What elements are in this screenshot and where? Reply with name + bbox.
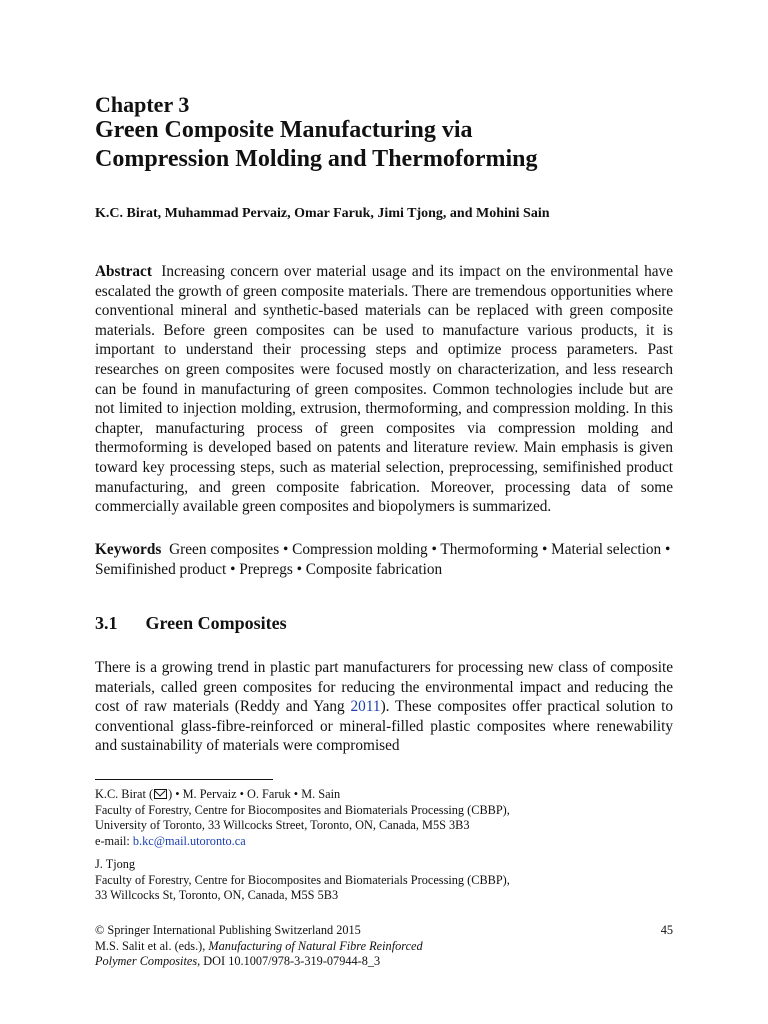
keywords [95, 540, 673, 579]
citation-link[interactable]: 2011 [350, 698, 381, 716]
footnote-address-2: 33 Willcocks St, Toronto, ON, Canada, M5S 5B3 [95, 888, 339, 903]
footnote-affiliation-1 [95, 787, 673, 849]
abstract-text: Increasing concern over material usage and its impact on the environmental have escalated the growth of green composite materials. There are tremendous opportunities where conventional mineral and synthetic-based materials can be replaced with green composite materials. Before green composites can be used to manufacture various products, it is important to understand their processing steps and optimize process parameters. Past researches on green composites were focused mostly on characterization, and less research can be found in manufacturing of green composites. Common technologies include but are not limited to injection molding, extrusion, thermoforming, and compression molding. In this chapter, manufacturing process of green composites via compression molding and thermoforming is developed based on patents and literature review. Main emphasis is given toward key processing steps, such as material selection, preprocessing, semifinished product manufacturing, and green composite fabrication. Moreover, processing data of some commercially available green composites and biopolymers is summarized. [95, 263, 673, 516]
copyright-notice: © Springer International Publishing Switzerland 2015 [95, 923, 361, 937]
book-reference-line2 [95, 954, 673, 970]
footnote-authors-post: ) • M. Pervaiz • O. Faruk • M. Sain [168, 787, 341, 801]
editors-text: M.S. Salit et al. (eds.), [95, 938, 209, 953]
page-footer [95, 923, 673, 970]
abstract [95, 262, 673, 517]
email-label: e-mail: [95, 833, 133, 848]
keywords-label: Keywords [95, 541, 162, 558]
body-text-end: ). These composites offer practical solution to conventional glass-fibre-reinforced or mineral-filled plastic composites where renewability and sustainability of materials were compromised [95, 698, 673, 755]
section-title: Green Composites [145, 613, 287, 633]
body-text-start: There is a growing trend in plastic part manufacturers for processing new class of composite materials, called green composites for reducing the environmental impact and reducing the cost of raw materials (Reddy and Yang [95, 659, 673, 716]
footnote-email-line [95, 834, 673, 850]
envelope-icon [154, 789, 167, 799]
section-heading [95, 613, 287, 634]
footnote-affiliation-2 [95, 857, 673, 904]
footnote-authors-pre: K.C. Birat ( [95, 787, 154, 801]
chapter-title [95, 116, 673, 174]
footnote-authors-line [95, 787, 673, 803]
chapter-title-line1: Green Composite Manufacturing via [95, 117, 473, 143]
chapter-title-line2: Compression Molding and Thermoforming [95, 146, 538, 172]
abstract-label: Abstract [95, 263, 152, 280]
doi-text: , DOI 10.1007/978-3-319-07944-8_3 [197, 954, 381, 969]
keywords-text: Green composites • Compression molding • Thermoforming • Material selection • Semifinished product • Prepregs • Composite fabrication [95, 541, 671, 578]
email-link[interactable]: b.kc@mail.utoronto.ca [132, 833, 246, 848]
footnote-faculty-2: Faculty of Forestry, Centre for Biocomposites and Biomaterials Processing (CBBP), [95, 872, 510, 887]
author-list: K.C. Birat, Muhammad Pervaiz, Omar Faruk, Jimi Tjong, and Mohini Sain [95, 206, 550, 221]
section-number: 3.1 [95, 613, 118, 633]
book-title-part2: Polymer Composites [95, 954, 198, 969]
book-title-part1: Manufacturing of Natural Fibre Reinforced [208, 938, 423, 953]
body-paragraph [95, 658, 673, 756]
footnote-address-1: University of Toronto, 33 Willcocks Street, Toronto, ON, Canada, M5S 3B3 [95, 818, 470, 833]
footnote-divider [95, 779, 273, 780]
page-number: 45 [660, 923, 673, 937]
footnote-faculty-1: Faculty of Forestry, Centre for Biocomposites and Biomaterials Processing (CBBP), [95, 802, 510, 817]
chapter-label: Chapter 3 [95, 92, 190, 117]
book-reference-line1 [95, 939, 673, 955]
footnote-author-tjong: J. Tjong [95, 857, 136, 871]
